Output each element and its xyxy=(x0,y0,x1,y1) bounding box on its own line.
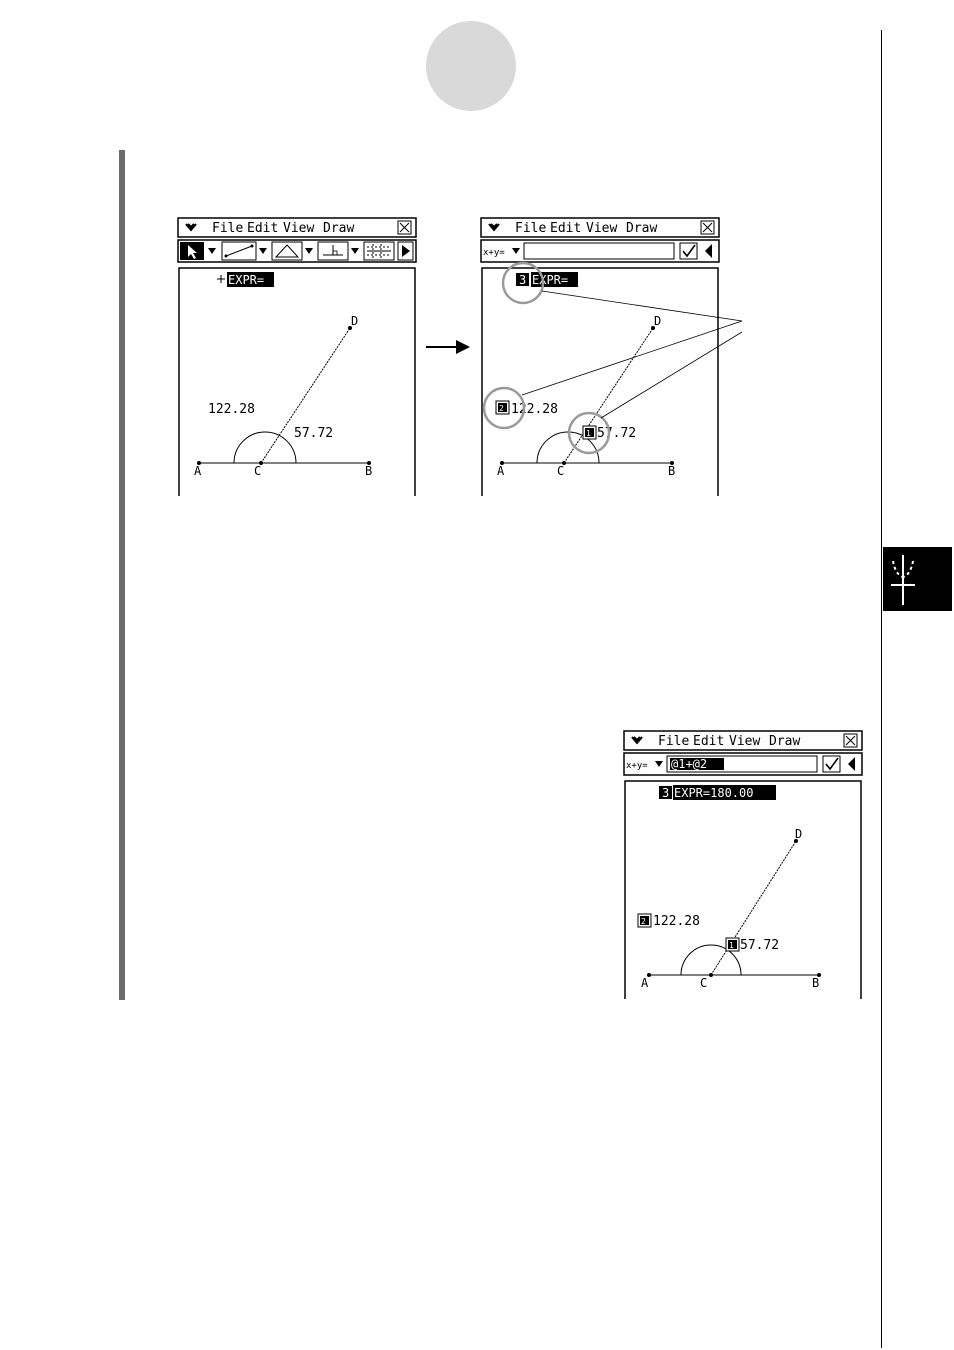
screenshot-result xyxy=(623,730,863,1000)
label-c: C xyxy=(254,464,262,478)
angle-obtuse-value[interactable]: 122.28 xyxy=(511,402,558,417)
label-a: A xyxy=(641,976,649,990)
geometry-window xyxy=(625,781,861,999)
expr-text: EXPR= xyxy=(228,273,265,287)
badge-1: 1 xyxy=(729,941,734,950)
expr-label xyxy=(659,785,776,800)
label-b: B xyxy=(365,464,373,478)
label-b: B xyxy=(812,976,820,990)
menu-draw[interactable]: Draw xyxy=(769,734,801,749)
expr-text: EXPR= xyxy=(532,273,569,287)
angle-acute-value[interactable]: 57.72 xyxy=(740,938,780,953)
angle-obtuse-labeled[interactable] xyxy=(638,914,700,929)
label-d: D xyxy=(795,827,803,841)
badge-1: 1 xyxy=(586,429,591,438)
label-d: D xyxy=(351,314,359,328)
menu-view[interactable]: View xyxy=(586,221,618,236)
xy-label: x+y= xyxy=(626,761,648,771)
menu-view[interactable]: View xyxy=(283,221,315,236)
label-b: B xyxy=(668,464,676,478)
checkbox-icon[interactable] xyxy=(823,756,840,772)
svg-text:3: 3 xyxy=(662,786,670,800)
label-c: C xyxy=(557,464,565,478)
label-a: A xyxy=(497,464,505,478)
xy-label: x+y= xyxy=(483,248,505,258)
angle-obtuse-value[interactable]: 122.28 xyxy=(653,914,700,929)
close-x-icon[interactable] xyxy=(844,734,857,747)
angle-acute-labeled[interactable] xyxy=(726,938,779,953)
badge-2: 2 xyxy=(641,917,646,926)
angle-acute-value[interactable]: 57.72 xyxy=(294,426,334,441)
menu-edit[interactable]: Edit xyxy=(693,734,725,749)
point-c[interactable] xyxy=(709,973,713,977)
menu-edit[interactable]: Edit xyxy=(550,221,582,236)
menu-file[interactable]: File xyxy=(658,734,690,749)
angle-acute-value[interactable]: 57.72 xyxy=(597,426,637,441)
label-a: A xyxy=(194,464,202,478)
callout-lines xyxy=(0,0,954,560)
expression-input-value: @1+@2 xyxy=(671,757,708,771)
line-cd[interactable] xyxy=(711,841,796,975)
menu-edit[interactable]: Edit xyxy=(247,221,279,236)
badge-2: 2 xyxy=(499,404,504,413)
angle-obtuse-value[interactable]: 122.28 xyxy=(208,402,255,417)
menu-draw[interactable]: Draw xyxy=(323,221,355,236)
svg-text:3: 3 xyxy=(519,273,527,287)
expr-text: EXPR=180.00 xyxy=(674,786,754,800)
menu-draw[interactable]: Draw xyxy=(626,221,658,236)
menu-view[interactable]: View xyxy=(729,734,761,749)
label-c: C xyxy=(700,976,708,990)
label-d: D xyxy=(654,314,662,328)
menu-file[interactable]: File xyxy=(212,221,244,236)
menu-file[interactable]: File xyxy=(515,221,547,236)
